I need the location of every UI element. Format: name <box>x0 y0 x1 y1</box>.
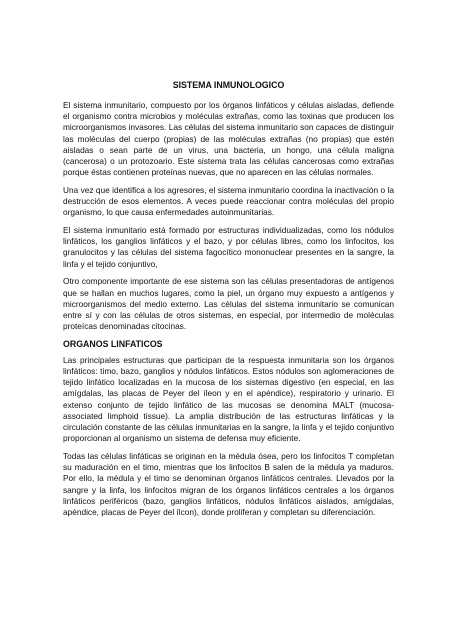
section-heading-organos-linfaticos: ORGANOS LINFATICOS <box>63 338 163 349</box>
paragraph-principales-estructuras: Las principales estructuras que participan de la respuesta inmunitaria son los órganos linfáticos: timo, bazo, ganglios y nódulos linfáticos. Estos nódulos son aglomeraciones de tejido linfático localizadas en la mucosa de los sistemas digestivo (en especial, en las amígdalas, las placas de Peyer del íleon y en el apéndice), respiratorio y urinario. El extenso conjunto de tejido linfático de las mucosas se denomina MALT (mucosa-associated limphoid tissue). La amplia distribución de las estructuras linfáticas y la circulación constante de las células inmunitarias en la sangre, la linfa y el tejido conjuntivo proporcionan al organismo un sistema de defensa muy eficiente. <box>63 354 394 444</box>
paragraph-celulas-presentadoras: Otro componente importante de ese sistema son las células presentadoras de antígenos que se hallan en muchos lugares, como la piel, un órgano muy expuesto a antígenos y microorganismos del medio externo. Las células del sistema inmunitario se comunican entre sí y con las células de otros sistemas, en especial, por intermedio de moléculas proteícas denominadas citocinas. <box>63 276 394 332</box>
paragraph-estructuras: El sistema inmunitario está formado por estructuras individualizadas, como los nódulos linfáticos, los ganglios linfáticos y el bazo, y por células libres, como los linfocitos, los granulocitos y las células del sistema fagocítico mononuclear presentes en la sangre, la linfa y el tejido conjuntivo, <box>63 225 394 269</box>
paragraph-celulas-linfaticas: Todas las células linfáticas se originan en la médula ósea, pero los linfocitos T completan su maduración en el timo, mientras que los linfocitos B salen de la médula ya maduros. Por ello, la médula y el timo se denominan órganos linfáticos centrales. Llevados por la sangre y la linfa, los linfocitos migran de los órganos linfáticos centrales a los órganos linfáticos periféricos (bazo, ganglios linfáticos, nódulos linfáticos aislados, amígdalas, apéndice, placas de Peyer del ílcon), donde proliferan y completan su diferenciación. <box>63 450 394 517</box>
paragraph-agresores: Una vez que identifica a los agresores, el sistema inmunitario coordina la inactivación o la destrucción de esos elementos. A veces puede reaccionar contra moléculas del propio organismo, lo que causa enfermedades autoinmunitarias. <box>63 184 394 218</box>
document-title: SISTEMA INMUNOLOGICO <box>172 80 285 90</box>
paragraph-sistema-inmunitario-intro: El sistema inmunitario, compuesto por los órganos linfáticos y células aisladas, defiende el organismo contra microbios y moléculas extrañas, como las toxinas que producen los microorganismos invasores. Las células del sistema inmunitario son capaces de distinguir las moléculas del cuerpo (propias) de las moléculas extrañas (no propias) que estén aisladas o sean parte de un virus, una bacteria, un hongo, una célula maligna (cancerosa) o un protozoario. Este sistema trata las células cancerosas como extrañas porque éstas contienen proteínas nuevas, que no aparecen en las células normales. <box>63 100 394 178</box>
document-page <box>63 80 394 525</box>
